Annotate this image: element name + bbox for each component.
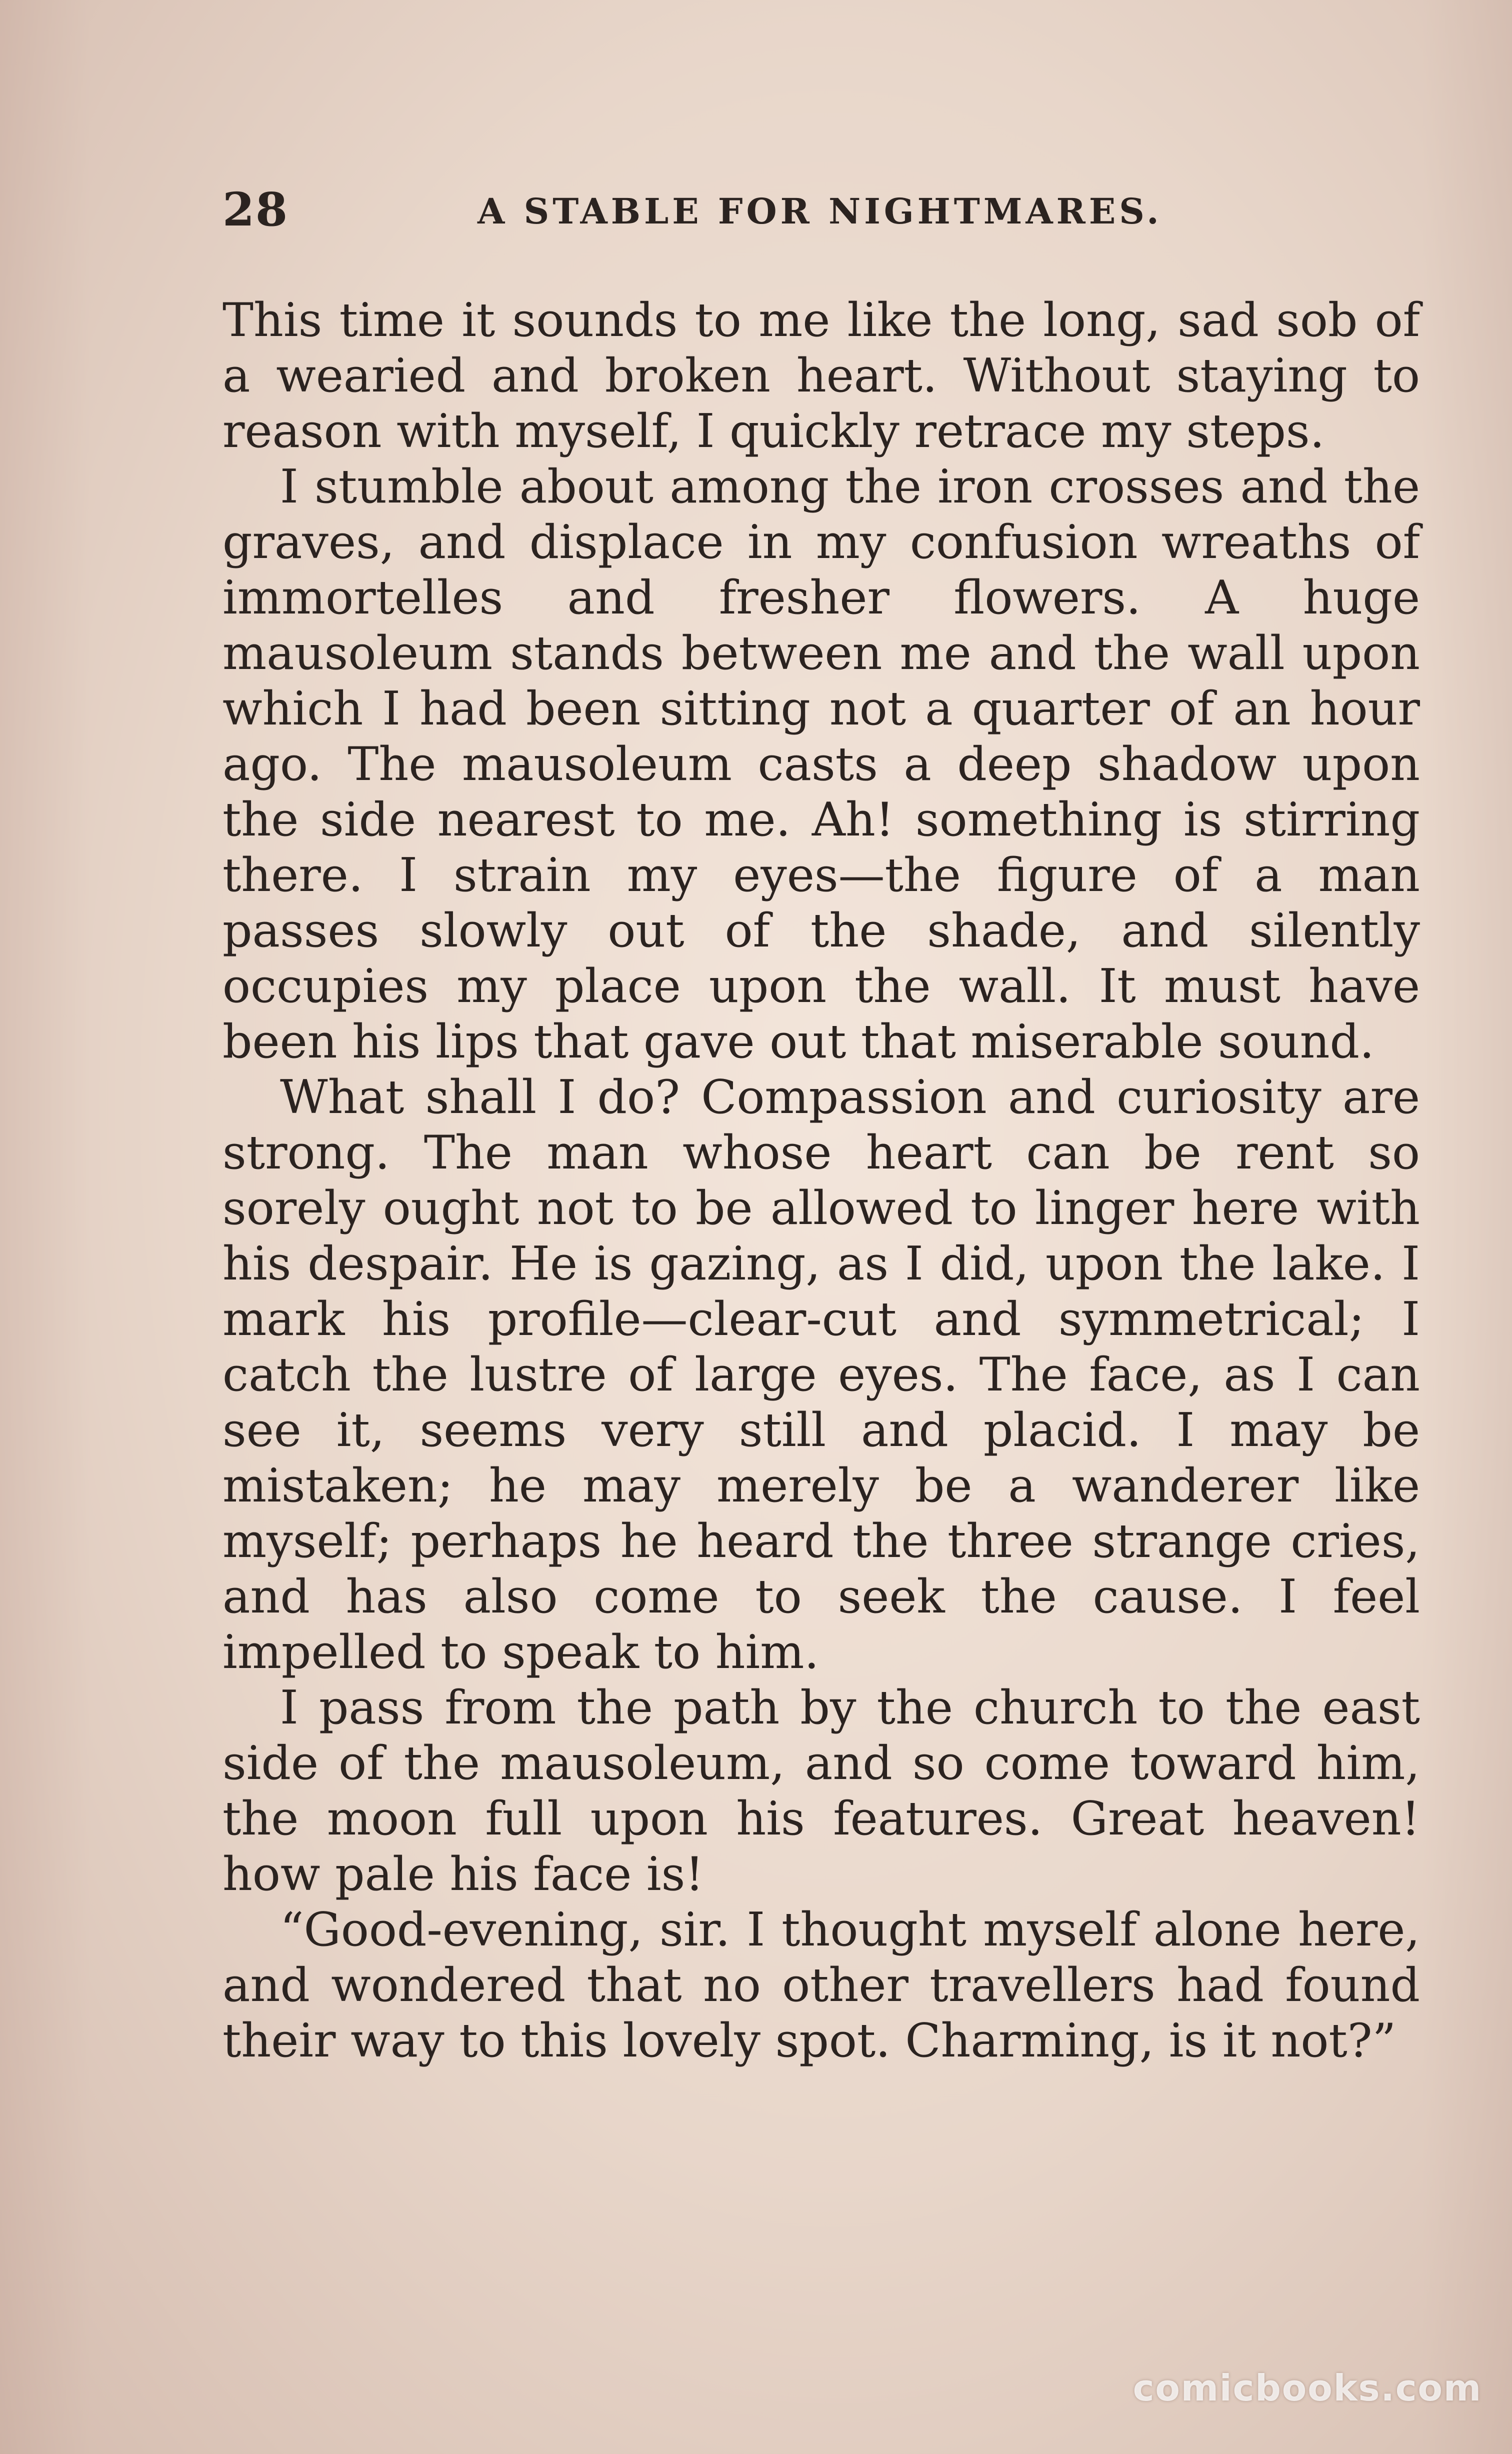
paragraph-3: What shall I do? Compassion and curiosity are strong. The man whose heart can be rent so sorely ought not to be allowed to linger here with his despair. He is gazing, as I did, upon the lake. I mark his profile—clear-cut and symmetrical; I catch the lustre of large eyes. The face, as I can see it, seems very still and placid. I may be mistaken; he may merely be a wanderer like myself; perhaps he heard the three strange cries, and has also come to seek the cause. I feel impelled to speak to him. [222, 1070, 1420, 1679]
paragraph-2: I stumble about among the iron crosses and the graves, and displace in my confusion wreaths of immortelles and fresher flowers. A huge mausoleum stands between me and the wall upon which I had been sitting not a quarter of an hour ago. The mausoleum casts a deep shadow upon the side nearest to me. Ah! something is stirring there. I strain my eyes—the figure of a man passes slowly out of the shade, and silently occupies my place upon the wall. It must have been his lips that gave out that miserable sound. [222, 460, 1420, 1068]
paragraph-1: This time it sounds to me like the long, sad sob of a wearied and broken heart. Without staying to reason with myself, I quickly retrace my steps. [222, 293, 1420, 458]
watermark: comicbooks.com [1132, 2367, 1482, 2409]
body-text [222, 292, 1420, 2222]
running-head [222, 178, 1238, 242]
running-title: A STABLE FOR NIGHTMARES. [478, 190, 1162, 232]
paragraph-5: “Good-evening, sir. I thought myself alone here, and wondered that no other travellers had found their way to this lovely spot. Charming, is it not?” [222, 1902, 1420, 2068]
page-number: 28 [222, 182, 289, 236]
paragraph-4: I pass from the path by the church to the east side of the mausoleum, and so come toward him, the moon full upon his features. Great heaven! how pale his face is! [222, 1680, 1420, 1901]
